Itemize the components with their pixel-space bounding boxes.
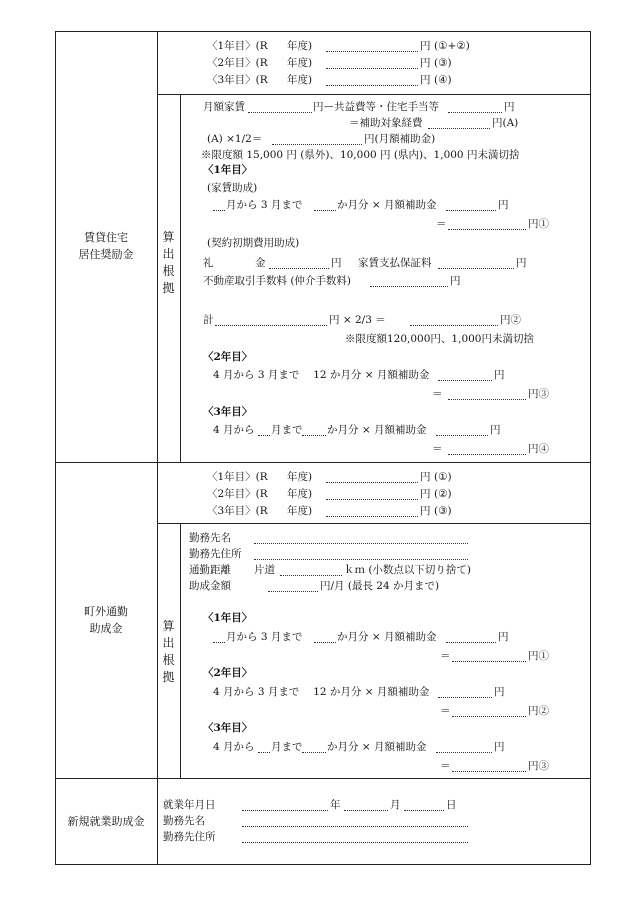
rent-y3-made: 月まで — [271, 424, 303, 436]
commute-y3-nendo: 年度) — [287, 505, 313, 517]
rent-y1-months-from: 月から 3 月まで — [226, 199, 303, 211]
guarantee-label: 家賃支払保証料 — [358, 257, 432, 269]
commute-y3-monthly-field[interactable] — [436, 742, 492, 753]
commute-calc-divider — [180, 523, 181, 778]
rent-y2-label: 〈2年目〉(R — [207, 57, 268, 69]
commute-y2-eq: ＝ — [440, 705, 451, 717]
commute-year3-heading: 〈3年目〉 — [203, 722, 253, 734]
commute-y2-nendo: 年度) — [287, 488, 313, 500]
rent-y1-label: 〈1年目〉(R — [207, 40, 268, 52]
rent-y1-amount-field[interactable] — [326, 41, 418, 52]
employment-date-label: 就業年月日 — [163, 799, 216, 811]
guarantee-yen: 円 — [516, 257, 527, 269]
total-field[interactable] — [215, 315, 327, 326]
key-money-field[interactable] — [269, 258, 329, 269]
rent-y1-months-count-field[interactable] — [314, 200, 336, 211]
aid-amount-label: 助成金額 — [189, 580, 231, 592]
commute-y2-ref: (②) — [434, 488, 452, 500]
commute-y2-april-march: 4 月から 3 月まで 12 か月分 × 月額補助金 — [213, 686, 430, 698]
rent-y2-yen: 円 — [494, 369, 505, 381]
monthly-rent-field[interactable] — [248, 102, 312, 113]
monthly-amount-label: 円(月額補助金) — [364, 133, 436, 145]
rent-y2-ref: (③) — [434, 57, 452, 69]
kin-label: 金 — [255, 257, 266, 269]
rent-y3-label: 〈3年目〉(R — [207, 74, 268, 86]
rent-yen2: 円② — [500, 314, 521, 326]
kei-label: 計 — [203, 314, 214, 326]
label-column-divider — [157, 31, 158, 865]
new-job-workplace-name-label: 勤務先名 — [163, 815, 205, 827]
commute-y1-eq: ＝ — [440, 650, 451, 662]
guarantee-field[interactable] — [438, 258, 514, 269]
commute-y3-yen: 円 — [420, 505, 431, 517]
rent-y3-yen: 円 — [420, 74, 431, 86]
rent-y3-months-count-field[interactable] — [302, 425, 326, 436]
commute-year1-heading: 〈1年目〉 — [203, 612, 253, 624]
commute-y1-label: 〈1年目〉(R — [207, 471, 268, 483]
subsidy-yen: 円 — [504, 101, 515, 113]
target-yen-a: 円(A) — [492, 117, 519, 129]
rent-y1-yen: 円 — [498, 199, 509, 211]
commute-yen1: 円① — [528, 650, 549, 662]
rent-y1-start-month-field[interactable] — [213, 200, 225, 211]
rent-y1-total-field[interactable] — [448, 219, 526, 230]
two-thirds-field[interactable] — [410, 315, 498, 326]
commute-y1-yen: 円 — [498, 631, 509, 643]
rent-yen3: 円③ — [528, 388, 549, 400]
commute-workplace-name-label: 勤務先名 — [189, 532, 231, 544]
commute-y1-months-count-field[interactable] — [314, 632, 336, 643]
rent-y3-monthly-field[interactable] — [436, 425, 488, 436]
rent-subrow-divider — [157, 94, 590, 95]
commute-y2-yen: 円 — [420, 488, 431, 500]
subsidy-field[interactable] — [448, 102, 502, 113]
minus-subsidy-label: 円ー共益費等・住宅手当等 — [313, 101, 439, 113]
rent-y2-total-field[interactable] — [448, 389, 526, 400]
eq-target-label: ＝補助対象経費 — [349, 117, 423, 129]
rent-y3-april-from: 4 月から — [213, 424, 255, 436]
commute-y2-label: 〈2年目〉(R — [207, 488, 268, 500]
commute-y1-months-from: 月から 3 月まで — [226, 631, 303, 643]
rent-y2-yen: 円 — [420, 57, 431, 69]
employment-year-field[interactable] — [242, 800, 328, 811]
rent-y2-nendo: 年度) — [287, 57, 313, 69]
rent-y3-nendo: 年度) — [287, 74, 313, 86]
rent-section-title: 賃貸住宅 居住奨励金 — [78, 231, 134, 261]
commute-y1-ref: (①) — [434, 471, 452, 483]
table-row-divider-2 — [55, 778, 590, 779]
rent-y1-yen: 円 — [420, 40, 431, 52]
rent-y2-amount-field[interactable] — [326, 58, 418, 69]
rent-y1-months-x: か月分 × 月額補助金 — [337, 199, 437, 211]
rent-y3-total-field[interactable] — [448, 444, 526, 455]
rent-year2-heading: 〈2年目〉 — [203, 351, 253, 363]
distance-field[interactable] — [280, 565, 342, 576]
broker-yen: 円 — [450, 275, 461, 287]
new-job-workplace-address-label: 勤務先住所 — [163, 831, 216, 843]
commute-y3-end-month-field[interactable] — [258, 742, 270, 753]
limit-note2: ※限度額120,000円、1,000円未満切捨 — [345, 333, 534, 345]
commute-y1-total-field[interactable] — [452, 651, 526, 662]
rent-y1-monthly-field[interactable] — [446, 200, 496, 211]
rent-y3-months-x: か月分 × 月額補助金 — [327, 424, 427, 436]
rent-aid-heading: (家賃助成) — [207, 182, 258, 194]
rent-y1-eq: ＝ — [436, 218, 447, 230]
rent-y3-yen: 円 — [490, 424, 501, 436]
rent-y2-monthly-field[interactable] — [438, 370, 492, 381]
target-expense-field[interactable] — [428, 118, 490, 129]
per-month-label: 円/月 (最長 24 か月まで) — [320, 580, 440, 592]
commute-y3-amount-field[interactable] — [326, 506, 418, 517]
employment-day-label: 日 — [446, 799, 457, 811]
a-half-label: (A) ×1/2＝ — [207, 133, 263, 145]
new-job-section-title: 新規就業助成金 — [67, 815, 145, 828]
commute-year2-heading: 〈2年目〉 — [203, 667, 253, 679]
employment-day-field[interactable] — [404, 800, 444, 811]
rent-calc-divider — [180, 94, 181, 462]
commute-yen2: 円② — [528, 705, 549, 717]
a-half-field[interactable] — [272, 134, 362, 145]
broker-field[interactable] — [370, 276, 448, 287]
commute-subrow-divider — [157, 523, 590, 524]
rent-year1-heading: 〈1年目〉 — [203, 164, 253, 176]
broker-label: 不動産取引手数料 (仲介手数料) — [203, 275, 352, 287]
rent-y1-nendo: 年度) — [287, 40, 313, 52]
commute-y1-nendo: 年度) — [287, 471, 313, 483]
commute-y1-yen: 円 — [420, 471, 431, 483]
aid-amount-field[interactable] — [268, 581, 318, 592]
one-way-label: 片道 — [254, 564, 275, 576]
rent-y2-april-march: 4 月から 3 月まで 12 か月分 × 月額補助金 — [213, 369, 430, 381]
rent-y3-end-month-field[interactable] — [258, 425, 270, 436]
rei-label: 礼 — [203, 257, 214, 269]
commute-y1-monthly-field[interactable] — [446, 632, 496, 643]
table-bottom-border — [55, 864, 590, 865]
km-note: ｋｍ (小数点以下切り捨て) — [344, 564, 472, 576]
table-row-divider-1 — [55, 462, 590, 463]
commute-y3-months-count-field[interactable] — [302, 742, 326, 753]
employment-year-label: 年 — [330, 799, 341, 811]
employment-month-field[interactable] — [344, 800, 388, 811]
commute-section-title: 町外通勤 助成金 — [84, 605, 128, 635]
commute-y1-months-x: か月分 × 月額補助金 — [337, 631, 437, 643]
commute-calc-basis-label: 算 出 根 拠 — [162, 619, 175, 684]
commute-y3-yen: 円 — [494, 741, 505, 753]
table-left-border — [55, 31, 56, 865]
commute-y2-amount-field[interactable] — [326, 489, 418, 500]
commute-y1-amount-field[interactable] — [326, 472, 418, 483]
monthly-rent-label: 月額家賃 — [203, 101, 245, 113]
commute-workplace-name-field[interactable] — [254, 533, 468, 544]
table-right-border — [590, 31, 591, 865]
rent-y3-eq: ＝ — [432, 443, 443, 455]
table-top-border — [55, 31, 590, 32]
new-job-workplace-address-field[interactable] — [242, 832, 468, 843]
rent-yen4: 円④ — [528, 443, 549, 455]
rent-y3-ref: (④) — [434, 74, 452, 86]
new-job-workplace-name-field[interactable] — [242, 816, 468, 827]
commute-y1-start-month-field[interactable] — [213, 632, 225, 643]
rent-y3-amount-field[interactable] — [326, 75, 418, 86]
commute-y3-eq: ＝ — [440, 760, 451, 772]
commute-y3-label: 〈3年目〉(R — [207, 505, 268, 517]
x-two-thirds: 円 × 2/3 ＝ — [329, 314, 386, 326]
commute-y3-ref: (③) — [434, 505, 452, 517]
key-money-yen: 円 — [331, 257, 342, 269]
commute-y3-april-from: 4 月から — [213, 741, 255, 753]
contract-aid-heading: (契約初期費用助成) — [207, 237, 300, 249]
rent-y2-eq: ＝ — [432, 388, 443, 400]
rent-year3-heading: 〈3年目〉 — [203, 406, 253, 418]
rent-y1-ref: (①+②) — [434, 40, 470, 52]
commute-distance-label: 通勤距離 — [189, 564, 231, 576]
limit-note: ※限度額 15,000 円 (県外)、10,000 円 (県内)、1,000 円未満切捨 — [201, 149, 520, 161]
commute-y2-monthly-field[interactable] — [438, 687, 492, 698]
employment-month-label: 月 — [390, 799, 401, 811]
commute-y3-made: 月まで — [271, 741, 303, 753]
commute-workplace-address-field[interactable] — [254, 549, 468, 560]
commute-workplace-address-label: 勤務先住所 — [189, 548, 242, 560]
commute-y2-yen: 円 — [494, 686, 505, 698]
rent-y1-yen1: 円① — [528, 218, 549, 230]
commute-y3-total-field[interactable] — [452, 761, 526, 772]
commute-y3-months-x: か月分 × 月額補助金 — [327, 741, 427, 753]
rent-calc-basis-label: 算 出 根 拠 — [162, 230, 175, 295]
commute-yen3: 円③ — [528, 760, 549, 772]
commute-y2-total-field[interactable] — [452, 706, 526, 717]
